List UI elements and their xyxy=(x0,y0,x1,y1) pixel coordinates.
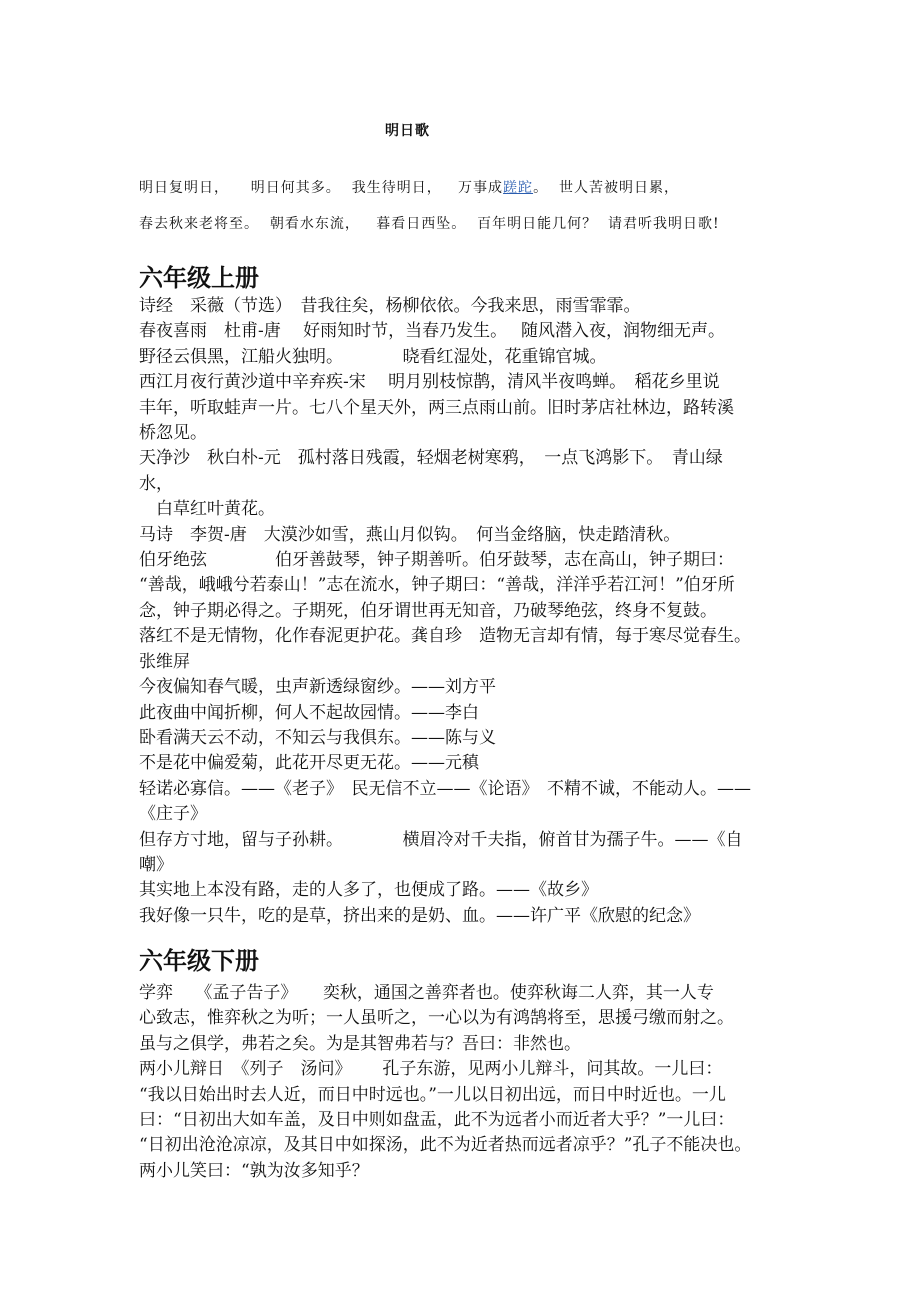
text-line: 两小儿辩日 《列子 汤问》 孔子东游，见两小儿辩斗，问其故。一儿曰： xyxy=(139,1059,723,1080)
text-line: 诗经 采薇（节选） 昔我往矣，杨柳依依。今我来思，雨雪霏霏。 xyxy=(139,296,641,316)
text-line: 伯牙绝弦 伯牙善鼓琴，钟子期善听。伯牙鼓琴，志在高山，钟子期曰： xyxy=(139,550,734,571)
text-line: 此夜曲中闻折柳，何人不起故园情。——李白 xyxy=(139,702,479,723)
section-body-grade6-vol2 xyxy=(139,981,814,1184)
text-line: “善哉，峨峨兮若泰山！”志在流水，钟子期曰：“善哉，洋洋乎若江河！”伯牙所 xyxy=(139,575,735,596)
text-line: 《庄子》 xyxy=(139,804,207,825)
text-line: 今夜偏知春气暖，虫声新透绿窗纱。——刘方平 xyxy=(139,677,496,698)
text-line: 念，钟子期必得之。子期死，伯牙谓世再无知音，乃破琴绝弦，终身不复鼓。 xyxy=(139,600,717,621)
section-heading-grade6-vol2: 六年级下册 xyxy=(139,947,259,975)
song-line-1-post: 。 世人苦被明日累， xyxy=(533,180,679,196)
text-line: 但存方寸地，留与子孙耕。 横眉冷对千夫指，俯首甘为孺子牛。——《自 xyxy=(139,829,743,850)
text-line: 春夜喜雨 杜甫-唐 好雨知时节，当春乃发生。 随风潜入夜，润物细无声。 xyxy=(139,321,726,342)
text-line: 轻诺必寡信。——《老子》 民无信不立——《论语》 不精不诚，不能动人。—— xyxy=(139,778,751,799)
text-line: 落红不是无情物，化作春泥更护花。龚自珍 造物无言却有情，每于寒尽觉春生。 xyxy=(139,626,751,647)
text-line: 野径云俱黑，江船火独明。 晓看红湿处，花重锦官城。 xyxy=(139,346,607,367)
text-line: 马诗 李贺-唐 大漠沙如雪，燕山月似钩。 何当金络脑，快走踏清秋。 xyxy=(139,524,681,545)
text-line: 丰年，听取蛙声一片。七八个星天外，两三点雨山前。旧时茅店社林边，路转溪 xyxy=(139,397,734,418)
text-line: 曰：“日初出大如车盖，及日中则如盘盂，此不为远者小而近者大乎？”一儿曰： xyxy=(139,1110,735,1131)
text-line: 其实地上本没有路，走的人多了，也便成了路。——《故乡》 xyxy=(139,880,598,901)
text-line: 两小儿笑曰：“孰为汝多知乎？ xyxy=(139,1160,369,1181)
text-line: 嘲》 xyxy=(139,854,173,875)
song-line-1 xyxy=(139,177,679,197)
section-heading-grade6-vol1: 六年级上册 xyxy=(139,264,259,292)
section-body-grade6-vol1 xyxy=(139,294,814,929)
text-line: 卧看满天云不动，不知云与我俱东。——陈与义 xyxy=(139,727,496,748)
text-line: “我以日始出时去人近，而日中时远也。”一儿以日初出远，而日中时近也。一儿 xyxy=(139,1084,726,1105)
text-line: “日初出沧沧凉凉，及其日中如探汤，此不为近者热而远者凉乎？”孔子不能决也。 xyxy=(139,1135,752,1156)
text-line: 不是花中偏爱菊，此花开尽更无花。——元稹 xyxy=(139,753,479,774)
text-line: 桥忽见。 xyxy=(139,423,207,444)
poem-title: 明日歌 xyxy=(385,123,430,139)
text-line: 天净沙 秋白朴-元 孤村落日残霞，轻烟老树寒鸦， 一点飞鸿影下。 青山绿 xyxy=(139,448,723,469)
text-line: 心致志，惟弈秋之为听；一人虽听之，一心以为有鸿鹄将至，思援弓缴而射之。 xyxy=(139,1008,734,1029)
text-line: 白草红叶黄花。 xyxy=(139,499,275,520)
text-line: 虽与之俱学，弗若之矣。为是其智弗若与？吾曰：非然也。 xyxy=(139,1033,581,1054)
text-line: 水， xyxy=(139,473,173,494)
text-line: 西江月夜行黄沙道中辛弃疾-宋 明月别枝惊鹊，清风半夜鸣蝉。 稻花乡里说 xyxy=(139,372,720,393)
cuotuo-link[interactable]: 蹉跎 xyxy=(503,180,534,196)
text-line: 学弈 《孟子告子》 奕秋，通国之善弈者也。使弈秋诲二人弈，其一人专 xyxy=(139,983,714,1003)
text-line: 张维屏 xyxy=(139,651,190,672)
text-line: 我好像一只牛，吃的是草，挤出来的是奶、血。——许广平《欣慰的纪念》 xyxy=(139,905,700,926)
song-line-2: 春去秋来老将至。 朝看水东流， 暮看日西坠。 百年明日能几何？ 请君听我明日歌! xyxy=(139,216,720,232)
song-line-1-pre: 明日复明日， 明日何其多。 我生待明日， 万事成 xyxy=(139,180,504,196)
